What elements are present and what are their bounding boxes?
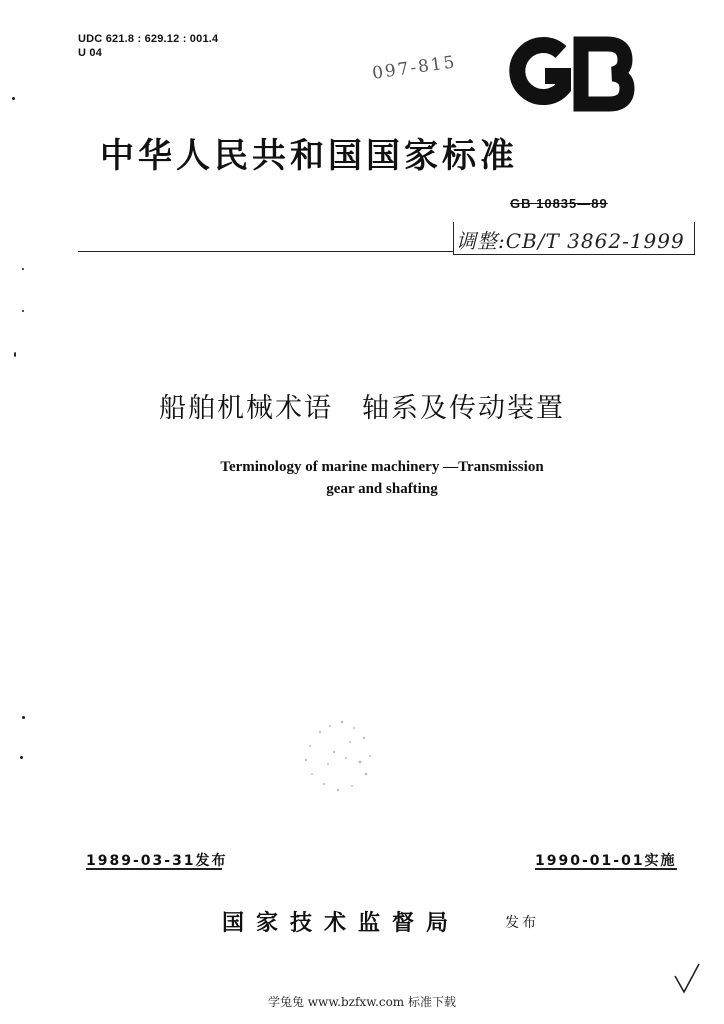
udc-code	[78, 32, 218, 60]
document-title-cn: 船舶机械术语 轴系及传动装置	[159, 393, 565, 424]
check-mark-icon	[672, 962, 702, 996]
title-en-line1: Terminology of marine machinery —Transmission	[220, 459, 544, 475]
adjust-stamp-text: 调整:CB/T 3862-1999	[456, 229, 685, 253]
scan-speck	[22, 268, 24, 270]
document-title-en	[0, 456, 724, 500]
effective-date: 1990-01-01实施	[535, 853, 677, 869]
publisher-suffix: 发布	[505, 915, 539, 931]
stamp-number: 097-815	[371, 52, 458, 84]
footer-watermark: 学兔兔 www.bzfxw.com 标准下载	[267, 995, 457, 1009]
udc-line: UDC 621.8 : 629.12 : 001.4	[78, 33, 219, 45]
u-code-line: U 04	[78, 47, 103, 59]
faint-seal	[290, 712, 390, 802]
scan-speck	[14, 352, 16, 357]
title-en-line2: gear and shafting	[326, 481, 438, 497]
standard-code-old: GB 10835—89	[510, 196, 608, 211]
gb-logo	[505, 36, 637, 112]
scan-speck	[20, 756, 23, 759]
scan-speck	[12, 97, 15, 100]
scan-speck	[22, 716, 25, 719]
scan-speck	[22, 310, 24, 312]
publisher-name: 国家技术监督局	[222, 911, 461, 936]
issue-date: 1989-03-31发布	[86, 853, 228, 869]
header-divider	[78, 251, 453, 252]
page-title: 中华人民共和国国家标准	[100, 136, 518, 176]
